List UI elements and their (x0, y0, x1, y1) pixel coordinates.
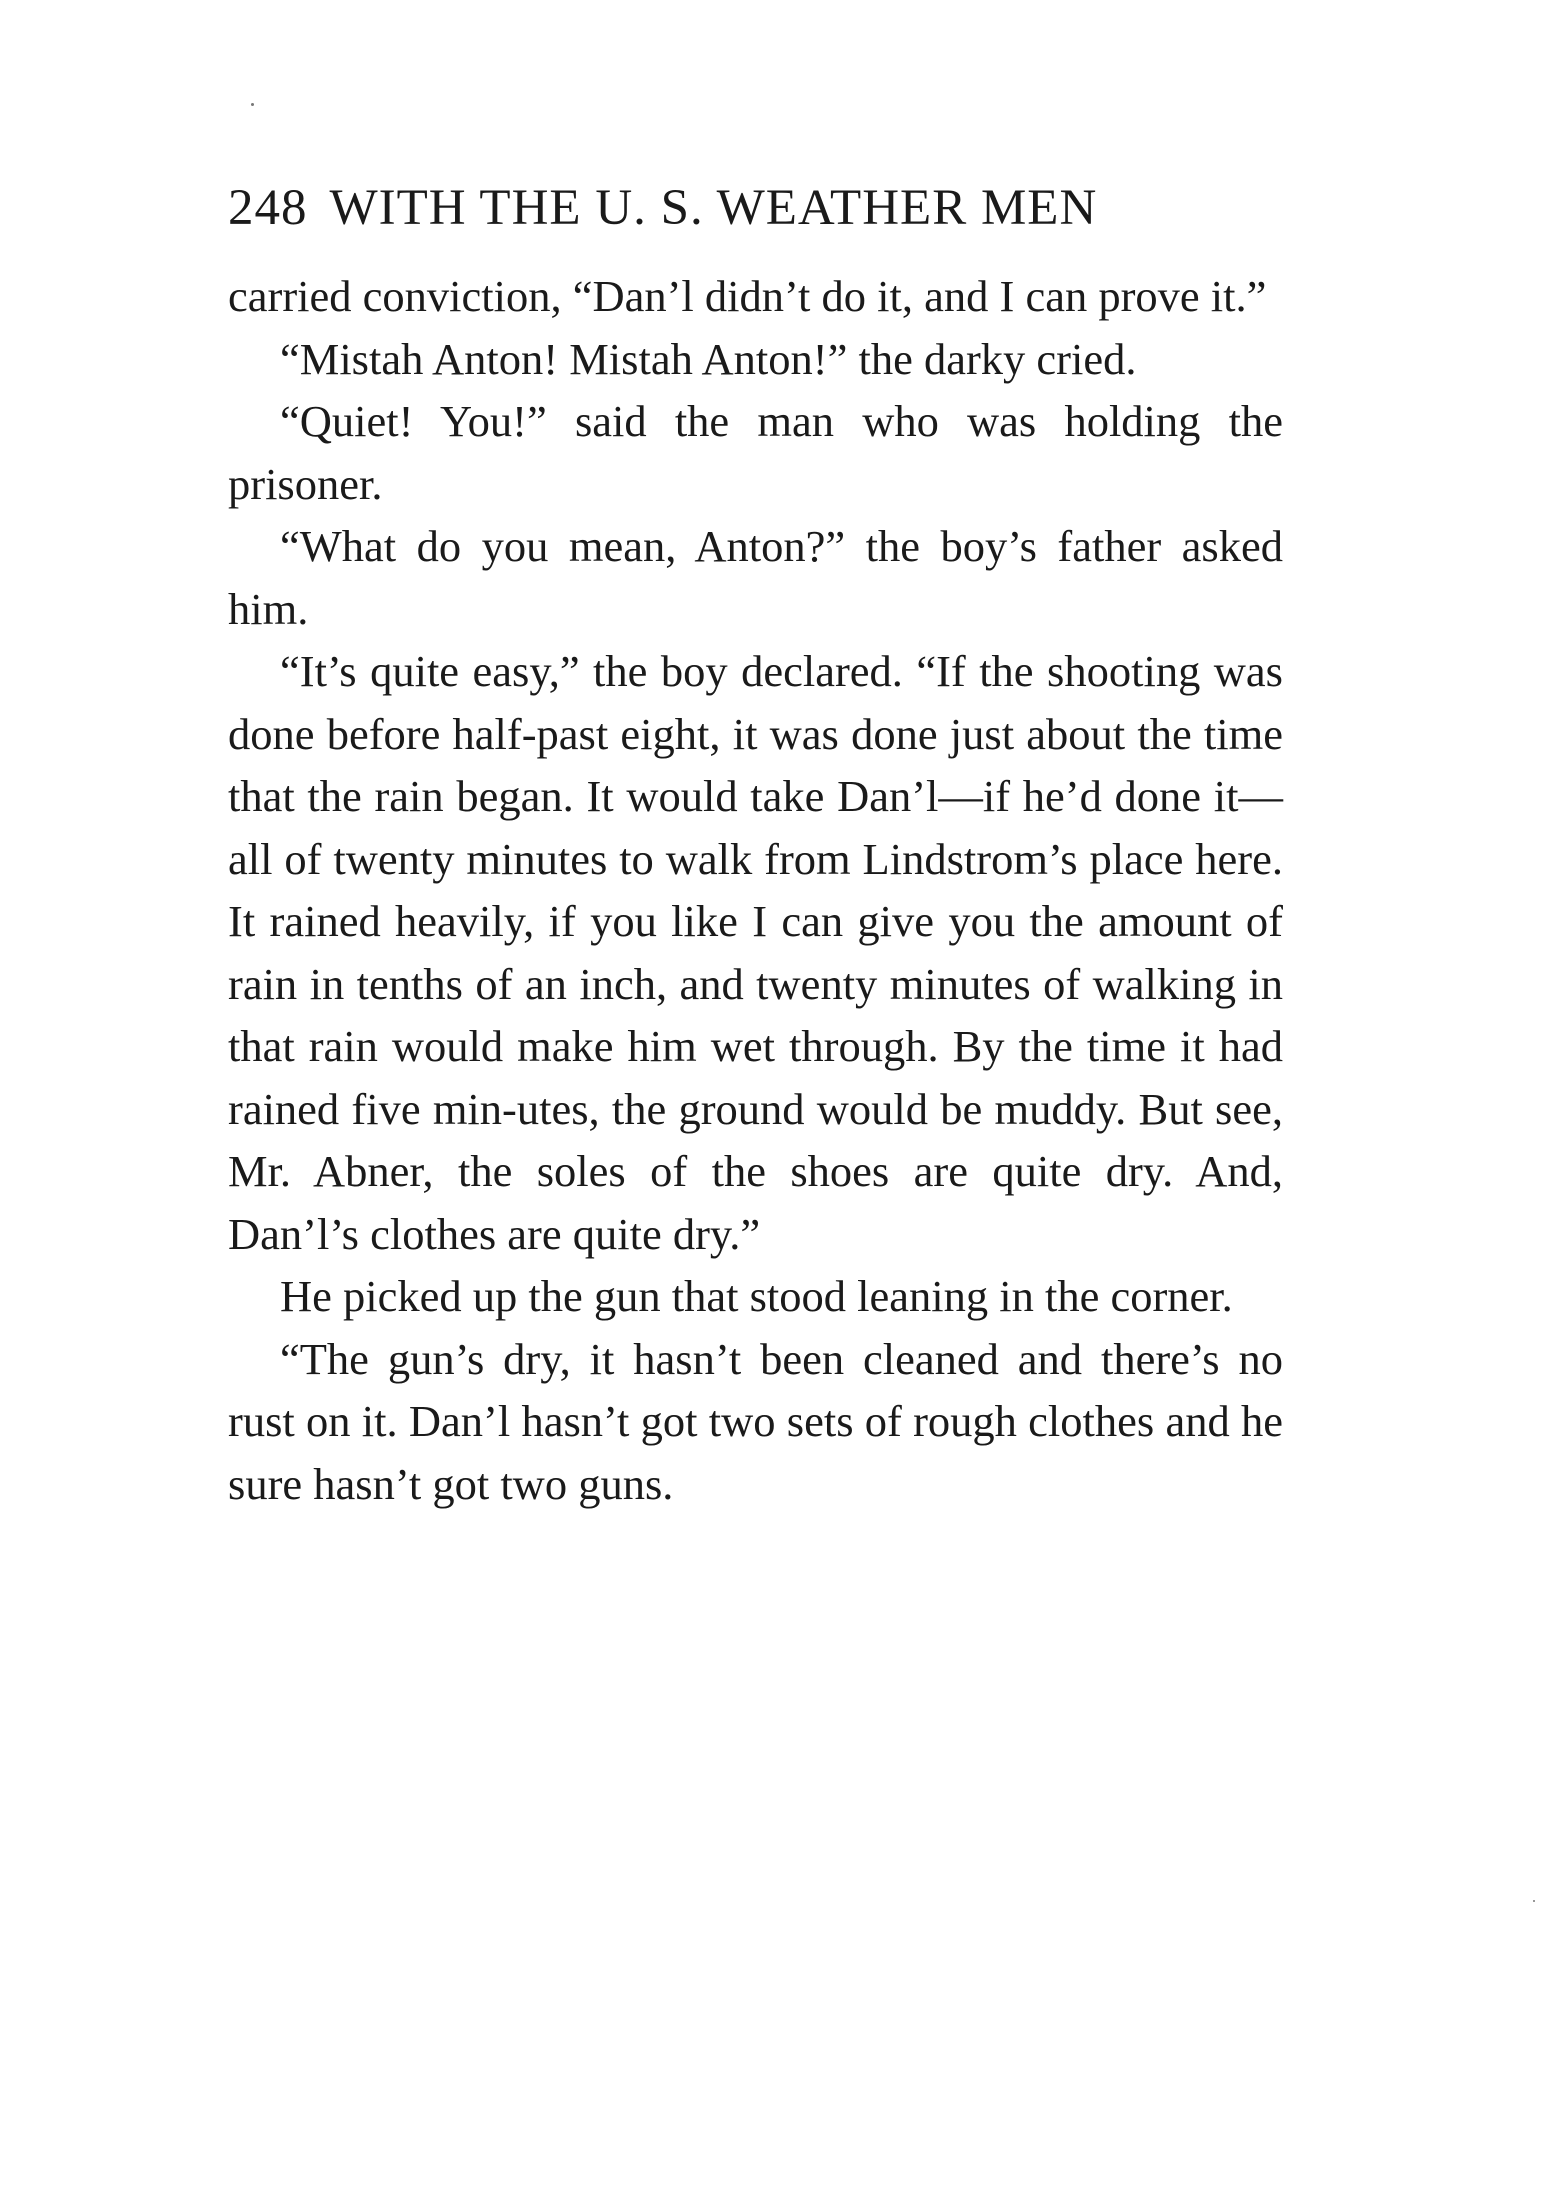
print-speck (251, 103, 254, 106)
paragraph: “Quiet! You!” said the man who was holding the prisoner. (228, 396, 1283, 509)
paragraph: “Mistah Anton! Mistah Anton!” the darky cried. (280, 333, 1137, 384)
paragraph: “The gun’s dry, it hasn’t been cleaned and there’s no rust on it. Dan’l hasn’t got two sets of rough clothes and he sure hasn’t got two guns. (228, 1333, 1283, 1509)
paragraph: “What do you mean, Anton?” the boy’s father asked him. (228, 521, 1283, 634)
paragraph: carried conviction, “Dan’l didn’t do it, and I can prove it.” (228, 271, 1267, 321)
print-speck (1533, 1900, 1535, 1902)
running-title: WITH THE U. S. WEATHER MEN (329, 180, 1098, 236)
paragraph: He picked up the gun that stood leaning in the corner. (280, 1271, 1233, 1321)
body-text (228, 265, 1283, 1515)
page-number: 248 (228, 180, 308, 236)
paragraph: “It’s quite easy,” the boy declared. “If the shooting was done before half-past eight, it was done just about the time that the rain began. It would take Dan’l—if he’d done it—all of twenty minutes to walk from Lindstrom’s place here. It rained heavily, if you like I can give you the amount of rain in tenths of an inch, and twenty minutes of walking in that rain would make him wet through. By the time it had rained five min-utes, the ground would be muddy. But see, Mr. Abner, the soles of the shoes are quite dry. And, Dan’l’s clothes are quite dry.” (228, 646, 1283, 1259)
running-header (228, 176, 1303, 240)
